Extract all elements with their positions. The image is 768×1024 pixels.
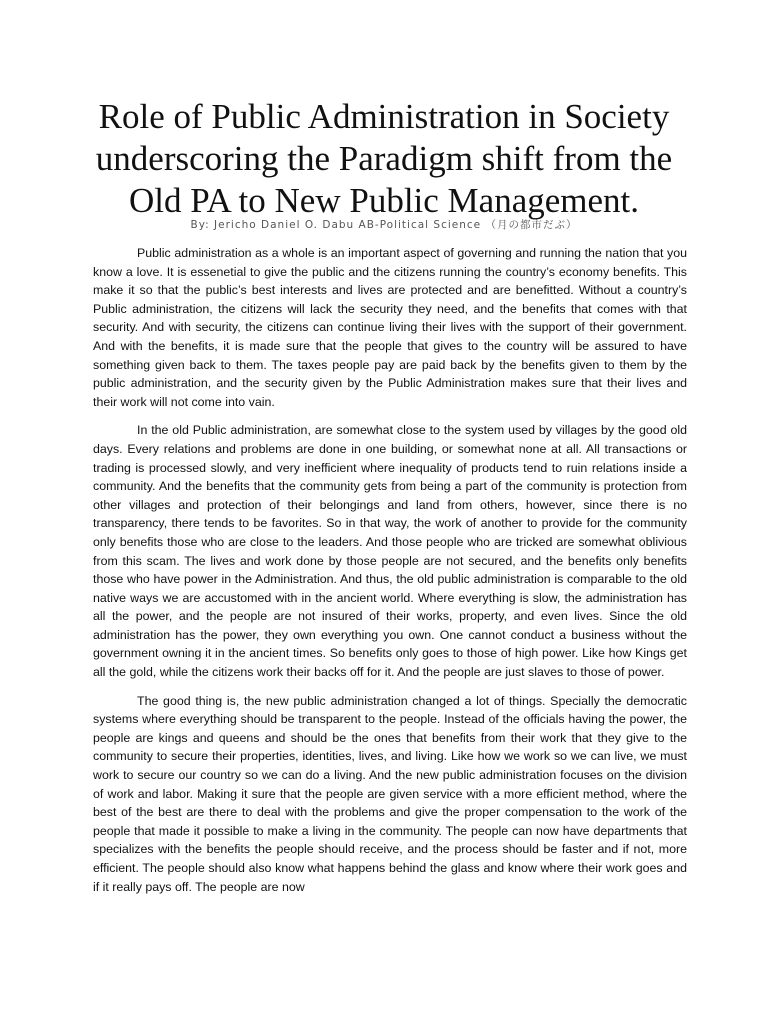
author-byline: By: Jericho Daniel O. Dabu AB-Political Science （月の都市だぶ） [190, 219, 578, 231]
title-line-2: underscoring the Paradigm shift from the [95, 139, 673, 178]
title-line-1: Role of Public Administration in Society [98, 97, 670, 136]
paragraph-3: The good thing is, the new public administration changed a lot of things. Specially the democratic systems where everything should be transparent to the people. Instead of the officials having the power, the people are kings and queens and should be the ones that benefits from their work that they give to the community to secure their properties, identities, lives, and living. Like how we work so we can live, we must work to secure our country so we can do a living. And the new public administration focuses on the division of work and labor. Making it sure that the people are given service with a more efficient method, where the best of the best are there to deal with the problems and give the proper compensation to the work of the people that made it possible to make a living in the community. The people can now have departments that specializes with the benefits the people should receive, and the process should be faster and if not, more efficient. The people should also know what happens behind the glass and know where their work goes and if it really pays off. The people are now [93, 693, 687, 894]
document-title [60, 96, 708, 222]
paragraph-1: Public administration as a whole is an important aspect of governing and running the nation that you know a love. It is essenetial to give the public and the citizens running the country’s economy benefits. This make it so that the public’s best interests and lives are protected and are benefitted. Without a country’s Public administration, the citizens will lack the security they need, and the benefits that comes with that security. And with security, the citizens can continue living their lives with the support of their government. And with the benefits, it is made sure that the people that gives to the country will be assured to have something given back to them. The taxes people pay are paid back by the benefits given to them by the public administration, and the security given by the Public Administration makes sure that their lives and their work will not come into vain. [93, 246, 687, 409]
paragraph-2: In the old Public administration, are somewhat close to the system used by villages by the good old days. Every relations and problems are done in one building, or somewhat none at all. All transactions or trading is processed slowly, and very inefficient where inequality of products tend to ruin relations inside a community. And the benefits that the community gets from being a part of the community is protection from other villages and protection of their belongings and land from others, however, since there is no transparency, there tends to be favorites. So in that way, the work of another to provide for the community only benefits those who are close to the leaders. And those people who are tricked are somewhat oblivious from this scam. The lives and work done by those people are not secured, and the benefits only benefits those who have power in the Administration. And thus, the old public administration is comparable to the old native ways we are accustomed with in the ancient world. Where everything is slow, the administration has all the power, and the people are not insured of their works, property, and even lives. Since the old administration has the power, they own everything you own. One cannot conduct a business without the government owning it in the ancient times. So benefits only goes to those of high power. Like how Kings get all the gold, while the citizens work their backs off for it. And the people are just slaves to those of power. [93, 423, 687, 680]
title-line-3: Old PA to New Public Management. [128, 181, 640, 220]
document-body [93, 244, 687, 906]
